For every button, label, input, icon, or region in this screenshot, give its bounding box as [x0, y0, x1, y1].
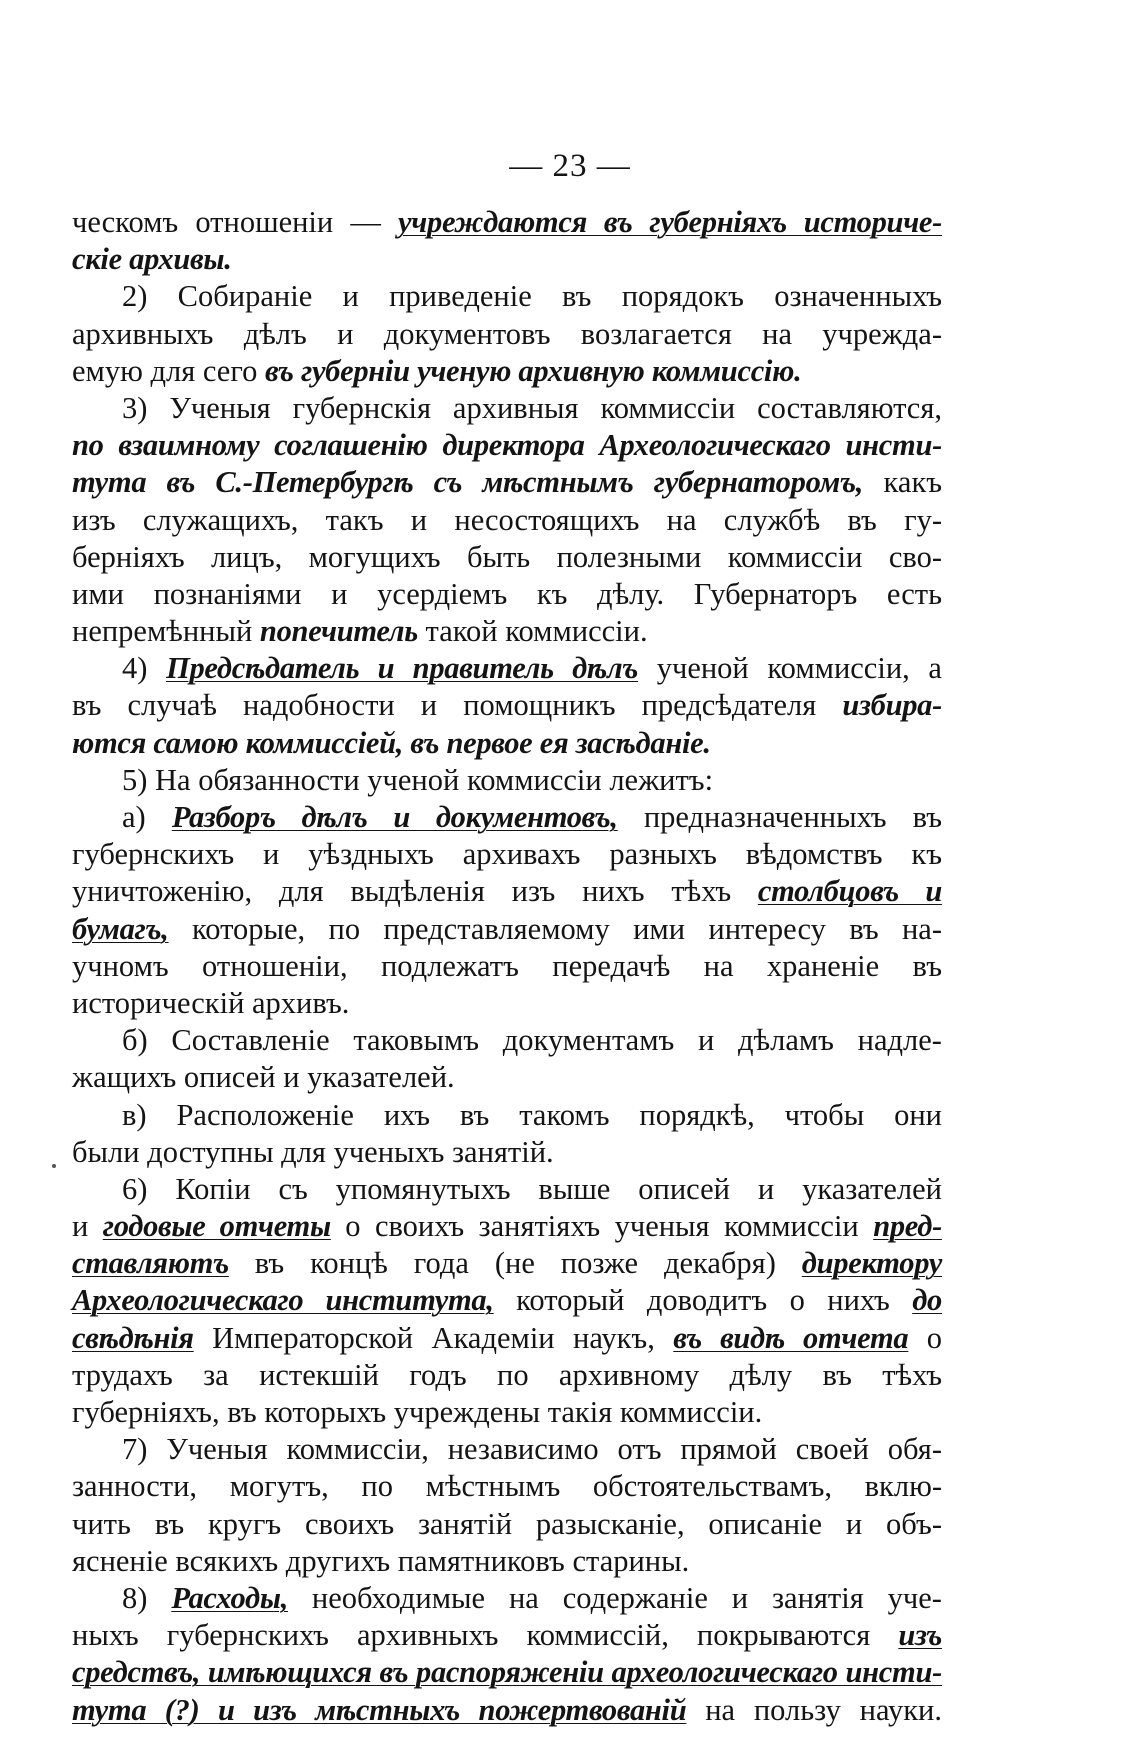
text-run: архивныхъ дѣлъ и документовъ возлагается на учрежда- [72, 316, 942, 351]
text-line [72, 650, 942, 687]
text-line [72, 687, 942, 724]
text-run: уничтоженію, для выдѣленія изъ нихъ тѣхъ [72, 874, 758, 909]
text-run: были доступны для ученыхъ занятій. [72, 1134, 554, 1169]
text-line [72, 762, 942, 799]
document-body [72, 204, 942, 1729]
text-line [72, 1543, 942, 1580]
text-run: необходимые на содержаніе и занятія уче- [288, 1580, 942, 1615]
text-line [72, 427, 942, 464]
text-run: ныхъ губернскихъ архивныхъ коммиссій, покрываются [72, 1618, 899, 1653]
text-line [72, 613, 942, 650]
text-run: а) [122, 800, 172, 834]
text-line [72, 1208, 942, 1245]
emphasis-run: въ видѣ отчета [673, 1320, 909, 1355]
text-line [72, 1134, 942, 1171]
text-line [72, 1059, 942, 1096]
text-line [72, 204, 942, 241]
text-line [72, 353, 942, 390]
margin-mark [52, 1164, 56, 1168]
text-run: такой коммиссіи. [417, 614, 648, 649]
text-line [72, 241, 942, 278]
text-run: 4) [122, 651, 167, 686]
text-line [72, 1320, 942, 1357]
text-run: который доводитъ о нихъ [493, 1283, 913, 1318]
text-line [72, 1654, 942, 1691]
text-run: 7) Ученыя коммиссіи, независимо отъ прямой своей обя- [122, 1432, 942, 1467]
text-line [72, 873, 942, 910]
emphasis-run: столбцовъ и [757, 874, 943, 909]
text-run: губерніяхъ, въ которыхъ учреждены такія коммиссіи. [72, 1395, 763, 1429]
text-line [72, 948, 942, 985]
text-run: ученой коммиссіи, а [638, 651, 942, 686]
emphasis-run: избира- [842, 688, 942, 723]
emphasis-run: скіе архивы. [72, 242, 232, 277]
text-run: учномъ отношеніи, подлежатъ передачѣ на храненіе въ [72, 948, 942, 983]
text-line [72, 464, 942, 501]
text-line [72, 799, 942, 836]
text-run: 8) [122, 1580, 172, 1615]
text-line [72, 1022, 942, 1059]
text-run: емую для сего [72, 353, 265, 388]
text-line [72, 1394, 942, 1431]
text-run: б) Составленіе таковымъ документамъ и дѣламъ надле- [122, 1023, 942, 1058]
text-line [72, 1506, 942, 1543]
emphasis-run: изъ [898, 1618, 942, 1653]
text-run: изъ служащихъ, такъ и несостоящихъ на службѣ въ гу- [72, 502, 943, 537]
text-run: какъ [863, 465, 943, 500]
emphasis-run: годовые отчеты [102, 1209, 331, 1244]
emphasis-run: средствъ, имѣющихся въ распоряженіи археологическаго инсти- [72, 1655, 942, 1690]
text-line [72, 1357, 942, 1394]
emphasis-run: ются самою коммиссіей, въ первое ея засѣданіе. [72, 725, 711, 760]
emphasis-run: пред- [873, 1209, 942, 1244]
emphasis-run: бумагъ, [72, 911, 169, 946]
text-line [72, 1580, 942, 1617]
text-line [72, 725, 942, 762]
text-run: предназначенныхъ въ [617, 800, 942, 834]
text-line [72, 1282, 942, 1319]
text-run: непремѣнный [72, 614, 260, 649]
emphasis-run: до [912, 1283, 942, 1318]
emphasis-run: учреждаются въ губерніяхъ историче- [398, 205, 943, 239]
text-run: Императорской Академіи наукъ, [193, 1320, 674, 1355]
text-line [72, 911, 942, 948]
text-run: и [72, 1209, 103, 1244]
text-line [72, 1171, 942, 1208]
text-line [72, 985, 942, 1022]
text-run: 3) Ученыя губернскія архивныя коммиссіи составляются, [122, 390, 942, 425]
text-run: ческомъ отношеніи — [72, 205, 399, 239]
text-line [72, 539, 942, 576]
text-run: в) Расположеніе ихъ въ такомъ порядкѣ, чтобы они [122, 1097, 942, 1132]
emphasis-run: Расходы, [171, 1580, 289, 1615]
emphasis-run: Разборъ дѣлъ и документовъ, [171, 800, 618, 834]
text-run: въ случаѣ надобности и помощникъ предсѣдателя [72, 688, 843, 723]
text-line [72, 278, 942, 315]
text-line [72, 576, 942, 613]
text-line [72, 1692, 942, 1729]
text-run: жащихъ описей и указателей. [72, 1060, 455, 1095]
emphasis-run: тута (?) и изъ мѣстныхъ пожертвованій [72, 1692, 687, 1727]
text-run: губернскихъ и уѣздныхъ архивахъ разныхъ вѣдомствъ къ [72, 837, 943, 872]
text-line [72, 502, 942, 539]
emphasis-run: тута въ С.-Петербургѣ съ мѣстнымъ губернаторомъ, [72, 465, 864, 500]
text-line [72, 1617, 942, 1654]
emphasis-run: Предсѣдатель и правитель дѣлъ [166, 651, 639, 686]
emphasis-run: свѣдѣнія [72, 1320, 194, 1355]
page-number: — 23 — [509, 148, 631, 184]
text-run: въ концѣ года (не позже декабря) [228, 1246, 802, 1281]
text-line [72, 390, 942, 427]
text-run: которые, по представляемому ими интересу въ на- [168, 911, 942, 946]
emphasis-run: ставляютъ [72, 1246, 229, 1281]
text-run: 6) Копіи съ упомянутыхъ выше описей и указателей [122, 1171, 942, 1206]
emphasis-run: въ губерніи ученую архивную коммиссію. [264, 353, 802, 388]
emphasis-run: попечитель [259, 614, 418, 649]
text-run: трудахъ за истекшій годъ по архивному дѣлу въ тѣхъ [72, 1357, 942, 1392]
text-line [72, 1245, 942, 1282]
text-line [72, 836, 942, 873]
text-line [72, 1431, 942, 1468]
text-run: 5) На обязанности ученой коммиссіи лежитъ: [122, 762, 714, 797]
text-run: чить въ кругъ своихъ занятій разысканіе, описаніе и объ- [72, 1506, 942, 1541]
emphasis-run: по взаимному соглашенію директора Археологическаго инсти- [72, 428, 942, 463]
text-line [72, 316, 942, 353]
text-run: о [908, 1320, 943, 1355]
text-run: берніяхъ лицъ, могущихъ быть полезными коммиссіи сво- [72, 539, 942, 574]
text-run: ими познаніями и усердіемъ къ дѣлу. Губернаторъ есть [72, 576, 942, 611]
text-run: на пользу науки. [686, 1692, 942, 1727]
text-run: занности, могутъ, по мѣстнымъ обстоятельствамъ, вклю- [72, 1469, 943, 1504]
text-run: историческій архивъ. [72, 985, 350, 1020]
text-line [72, 1097, 942, 1134]
emphasis-run: директору [801, 1246, 942, 1281]
emphasis-run: Археологическаго института, [72, 1283, 494, 1318]
text-line [72, 1468, 942, 1505]
text-run: о своихъ занятіяхъ ученыя коммиссіи [330, 1209, 874, 1244]
text-run: ясненіе всякихъ другихъ памятниковъ старины. [72, 1543, 690, 1578]
text-run: 2) Собираніе и приведеніе въ порядокъ означенныхъ [122, 279, 943, 314]
